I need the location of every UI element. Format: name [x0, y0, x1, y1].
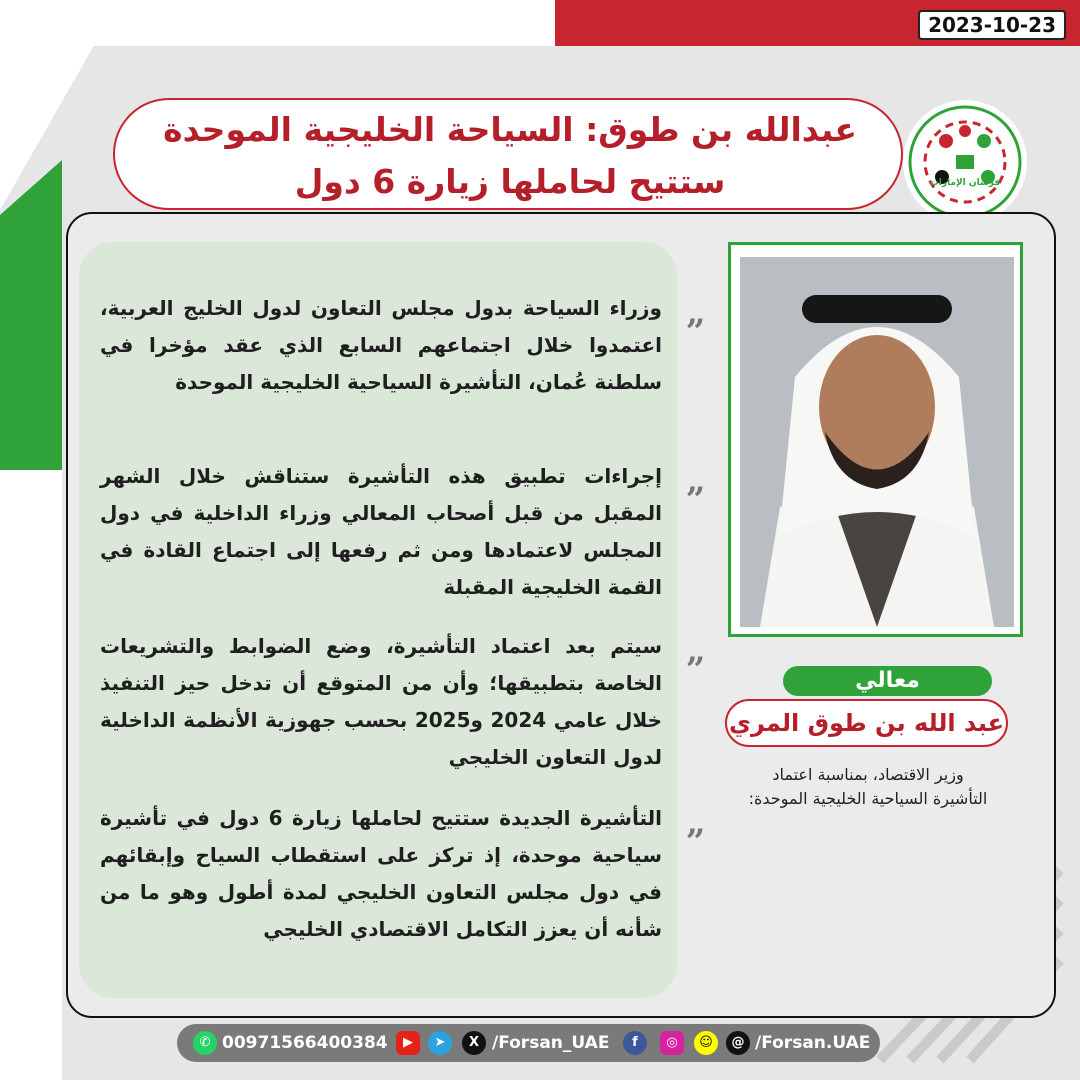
- x-icon[interactable]: X: [462, 1031, 486, 1055]
- handle-forsan-dot-uae[interactable]: /Forsan.UAE: [755, 1033, 871, 1053]
- facebook-icon[interactable]: f: [623, 1031, 647, 1055]
- quote-icon: „: [686, 803, 706, 843]
- logo-text: فرسان الإمارات: [929, 178, 1001, 188]
- telegram-icon[interactable]: ➤: [428, 1031, 452, 1055]
- youtube-icon[interactable]: ▶: [396, 1031, 420, 1055]
- quote-icon: „: [686, 631, 706, 671]
- headline-line-2: ستتيح لحاملها زيارة 6 دول: [294, 162, 726, 201]
- name-pill: عبد الله بن طوق المري: [725, 699, 1008, 747]
- quote-icon: „: [686, 293, 706, 333]
- snapchat-icon[interactable]: ☺: [694, 1031, 718, 1055]
- portrait-photo: [740, 257, 1014, 627]
- paragraph-1: وزراء السياحة بدول مجلس التعاون لدول الخليج العربية، اعتمدوا خلال اجتماعهم السابع الذي عقد مؤخرا في سلطنة عُمان، التأشيرة السياحية الخليجية الموحدة: [100, 296, 662, 394]
- paragraph-3: سيتم بعد اعتماد التأشيرة، وضع الضوابط والتشريعات الخاصة بتطبيقها؛ وأن من المتوقع أن تدخل حيز التنفيذ خلال عامي 2024 و2025 بحسب جهوزية الأنظمة الداخلية لدول التعاون الخليجي: [100, 634, 662, 769]
- instagram-icon[interactable]: ◎: [660, 1031, 684, 1055]
- paragraph-4: التأشيرة الجديدة ستتيح لحاملها زيارة 6 دول في تأشيرة سياحية موحدة، إذ تركز على استقطاب السياح وإبقائهم في دول مجلس التعاون الخليجي لمدة أطول وهو ما من شأنه أن يعزز التكامل الاقتصادي الخليجي: [100, 806, 662, 941]
- handle-forsan-uae[interactable]: /Forsan_UAE: [492, 1033, 610, 1053]
- whatsapp-icon[interactable]: ✆: [193, 1031, 217, 1055]
- threads-icon[interactable]: @: [726, 1031, 750, 1055]
- headline-line-1: عبدالله بن طوق: السياحة الخليجية الموحدة: [163, 110, 857, 149]
- portrait-caption: وزير الاقتصاد، بمناسبة اعتماد التأشيرة السياحية الخليجية الموحدة:: [748, 765, 988, 808]
- quote-icon: „: [686, 461, 706, 501]
- forsan-logo: [906, 103, 1024, 221]
- headline: [150, 104, 870, 208]
- date-badge: 2023-10-23: [918, 10, 1066, 40]
- paragraph-2: إجراءات تطبيق هذه التأشيرة ستناقش خلال الشهر المقبل من قبل أصحاب المعالي وزراء الداخلية في دول المجلس لاعتمادها ومن ثم رفعها إلى اجتماع القادة في القمة الخليجية المقبلة: [100, 464, 662, 599]
- title-pill: معالي: [783, 666, 992, 696]
- phone-number[interactable]: 00971566400384: [222, 1033, 388, 1053]
